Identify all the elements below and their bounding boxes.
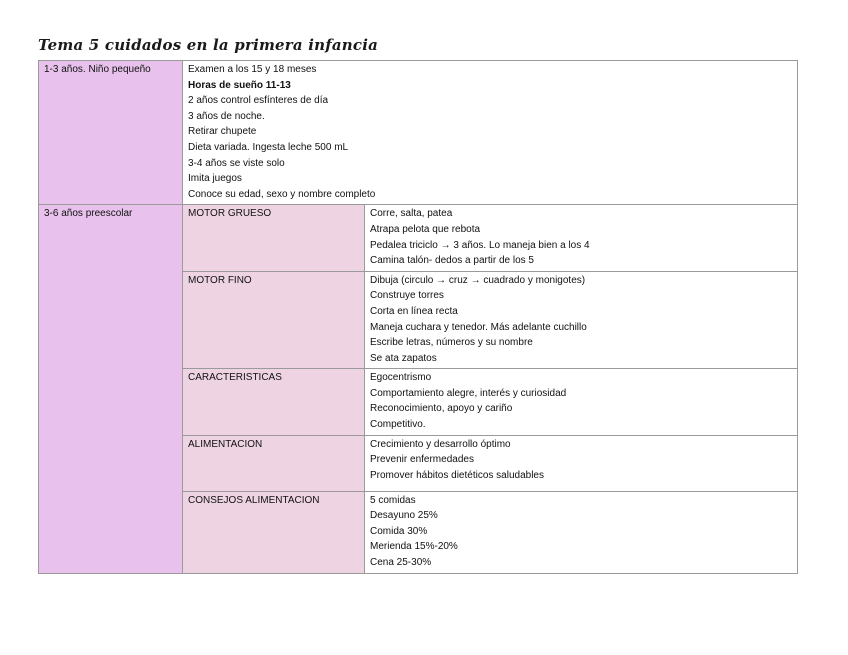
list-item: Comida 30% [370, 525, 428, 537]
section-label: ALIMENTACION [188, 438, 263, 450]
list-item: Corre, salta, patea [370, 208, 453, 220]
list-item: Crecimiento y desarrollo óptimo [370, 438, 511, 450]
category-cell [39, 61, 183, 205]
section-content-cell [365, 435, 798, 491]
list-item: Atrapa pelota que rebota [370, 223, 481, 235]
section-label-cell [183, 205, 365, 271]
page-title: Tema 5 cuidados en la primera infancia [38, 36, 379, 54]
section-label-cell [183, 271, 365, 369]
section-label: MOTOR GRUESO [188, 208, 272, 220]
list-item: Reconocimiento, apoyo y cariño [370, 403, 513, 415]
list-item: Maneja cuchara y tenedor. Más adelante cuchillo [370, 321, 587, 333]
list-item: Retirar chupete [188, 126, 257, 138]
list-item: Horas de sueño 11-13 [188, 79, 291, 91]
section-content-cell [365, 369, 798, 435]
list-item: Se ata zapatos [370, 352, 437, 364]
list-item: 5 comidas [370, 494, 416, 506]
section-label-cell [183, 435, 365, 491]
list-item: Dieta variada. Ingesta leche 500 mL [188, 141, 349, 153]
list-item: Merienda 15%-20% [370, 541, 458, 553]
category-label: 3-6 años preescolar [44, 208, 133, 220]
section-label: CONSEJOS ALIMENTACION [188, 494, 320, 506]
list-item: Construye torres [370, 290, 444, 302]
list-item: Promover hábitos dietéticos saludables [370, 469, 544, 481]
care-table [38, 60, 798, 574]
list-item: Desayuno 25% [370, 510, 438, 522]
list-item: Examen a los 15 y 18 meses [188, 64, 317, 75]
list-item: Comportamiento alegre, interés y curiosidad [370, 387, 567, 399]
section-label-cell [183, 491, 365, 573]
list-item: Pedalea triciclo → 3 años. Lo maneja bien a los 4 [370, 239, 590, 251]
list-item: Camina talón- dedos a partir de los 5 [370, 255, 534, 267]
content-cell [183, 61, 798, 205]
list-item: Competitivo. [370, 419, 426, 431]
list-item: Corta en línea recta [370, 305, 458, 317]
list-item: Egocentrismo [370, 372, 432, 384]
table-row [39, 61, 798, 205]
list-item: Escribe letras, números y su nombre [370, 337, 533, 349]
section-label: CARACTERISTICAS [188, 372, 282, 384]
list-item: Dibuja (circulo → cruz → cuadrado y monigotes) [370, 274, 586, 286]
list-item: Imita juegos [188, 173, 242, 185]
list-item: Conoce su edad, sexo y nombre completo [188, 188, 376, 200]
table-row [39, 205, 798, 271]
section-content-cell [365, 491, 798, 573]
section-content-cell [365, 205, 798, 271]
section-label-cell [183, 369, 365, 435]
list-item: Prevenir enfermedades [370, 454, 474, 466]
section-content-cell [365, 271, 798, 369]
list-item: 3 años de noche. [188, 110, 265, 122]
category-label: 1-3 años. Niño pequeño [44, 64, 151, 75]
list-item: 2 años control esfínteres de día [188, 95, 329, 107]
list-item: Cena 25-30% [370, 557, 432, 569]
category-cell [39, 205, 183, 573]
list-item: 3-4 años se viste solo [188, 157, 285, 169]
section-label: MOTOR FINO [188, 274, 252, 286]
